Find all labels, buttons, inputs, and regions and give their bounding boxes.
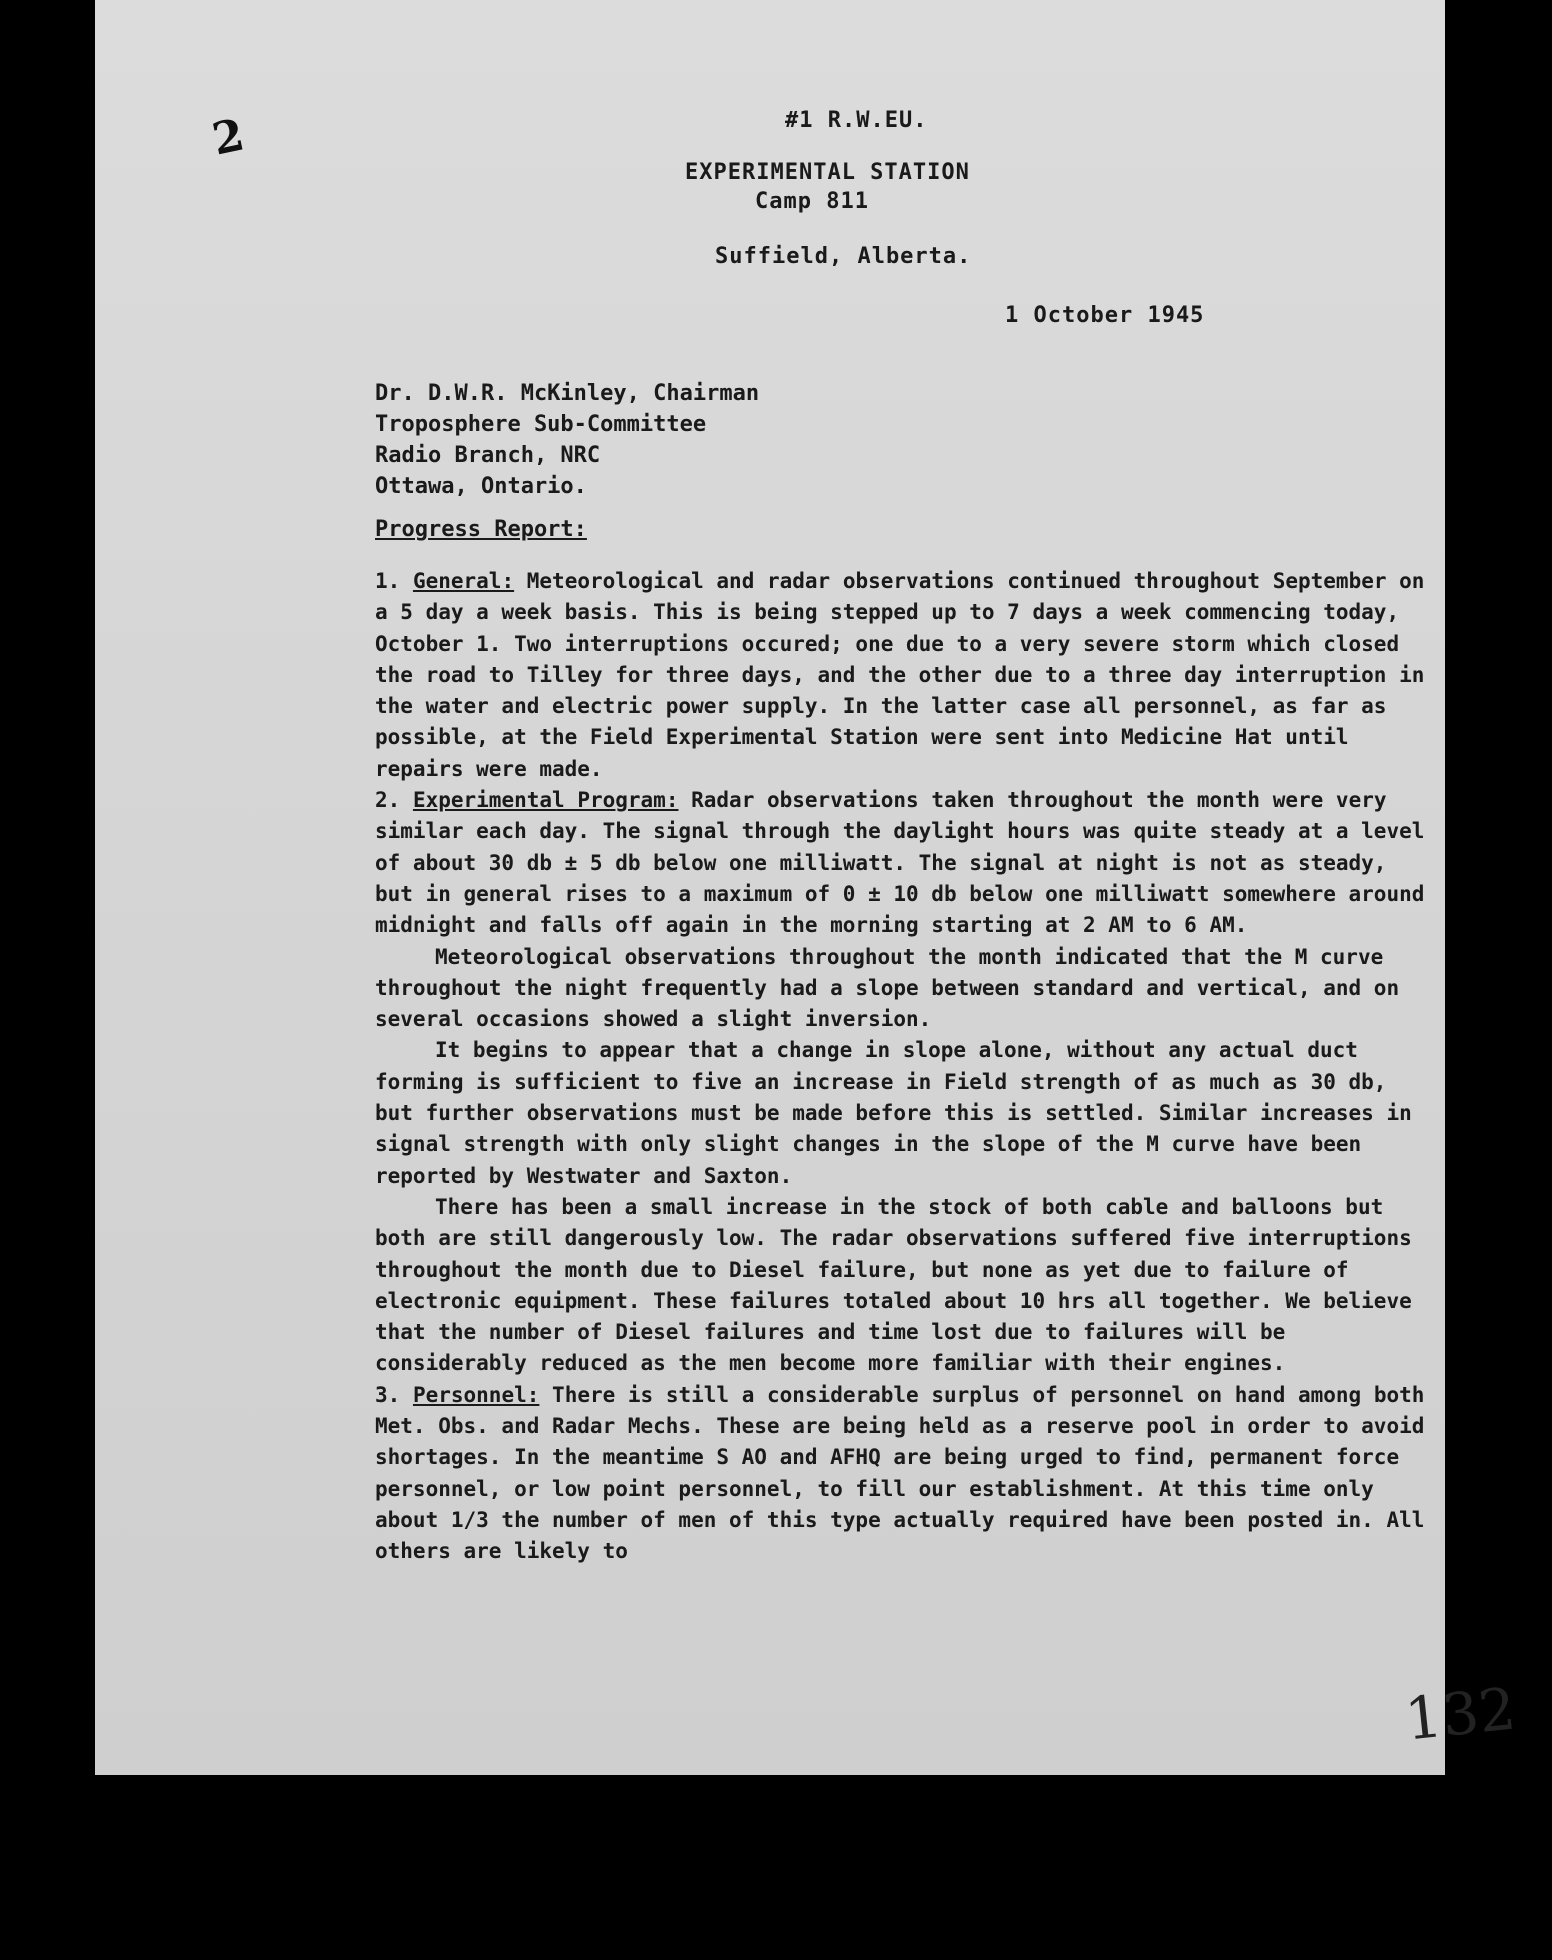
section-number: 3. (375, 1382, 401, 1407)
addressee-line: Dr. D.W.R. McKinley, Chairman (375, 381, 760, 406)
paragraph: There has been a small increase in the stock of both cable and balloons but both are still dangerously low. The radar observations suffered five interruptions throughout the month due to Diesel failure, but none as yet due to failure of electronic equipment. These failures totaled about 10 hrs all together. We believe that the number of Diesel failures and time lost due to failures will be considerably reduced as the men become more familiar with their engines. (375, 1194, 1412, 1376)
report-title: Progress Report: (375, 517, 587, 542)
report-body (375, 566, 1435, 1568)
addressee-block (375, 378, 759, 502)
document-page (95, 0, 1519, 1775)
section-number: 1. (375, 569, 401, 593)
station-header: EXPERIMENTAL STATION (685, 160, 970, 185)
paragraph: Meteorological observations throughout the month indicated that the M curve throughout the night frequently had a slope between standard and vertical, and on several occasions showed a slight inversion. (375, 944, 1400, 1032)
camp-header: Camp 811 (755, 189, 869, 214)
section-personnel (375, 1380, 1435, 1568)
location-header: Suffield, Alberta. (715, 244, 972, 269)
section-text: Radar observations taken throughout the month were very similar each day. The signal through the daylight hours was quite steady at a level of about 30 db ± 5 db below one milliwatt. The signal at night is not as steady, but in general rises to a maximum of 0 ± 10 db below one milliwatt somewhere around midnight and falls off again in the morning starting at 2 AM to 6 AM. (375, 788, 1425, 938)
addressee-line: Ottawa, Ontario. (375, 474, 587, 499)
handwritten-page-mark: 2 (208, 109, 249, 166)
section-heading: General: (412, 569, 515, 593)
letter-date: 1 October 1945 (1005, 303, 1205, 328)
section-number: 2. (375, 788, 401, 813)
unit-header: #1 R.W.EU. (785, 108, 928, 133)
section-general (375, 566, 1435, 785)
section-experimental-program (375, 785, 1435, 941)
handwritten-folio-number: 132 (1401, 1674, 1519, 1754)
paragraph: It begins to appear that a change in slope alone, without any actual duct forming is sufficient to five an increase in Field strength of as much as 30 db, but further observations must be made before this is settled. Similar increases in signal strength with only slight changes in the slope of the M curve have been reported by Westwater and Saxton. (375, 1038, 1412, 1188)
addressee-line: Radio Branch, NRC (375, 443, 601, 468)
addressee-line: Troposphere Sub-Committee (375, 412, 707, 437)
section-text: Meteorological and radar observations continued throughout September on a 5 day a week basis. This is being stepped up to 7 days a week commencing today, October 1. Two interruptions occured; one due to a very severe storm which closed the road to Tilley for three days, and the other due to a three day interruption in the water and electric power supply. In the latter case all personnel, as far as possible, at the Field Experimental Station were sent into Medicine Hat until repairs were made. (375, 569, 1425, 781)
section-text: There is still a considerable surplus of personnel on hand among both Met. Obs. and Radar Mechs. These are being held as a reserve pool in order to avoid shortages. In the meantime S AO and AFHQ are being urged to find, permanent force personnel, or low point personnel, to fill our establishment. At this time only about 1/3 the number of men of this type actually required have been posted in. All others are likely to (375, 1382, 1425, 1564)
section-heading: Personnel: (412, 1382, 540, 1407)
section-heading: Experimental Program: (412, 788, 679, 813)
